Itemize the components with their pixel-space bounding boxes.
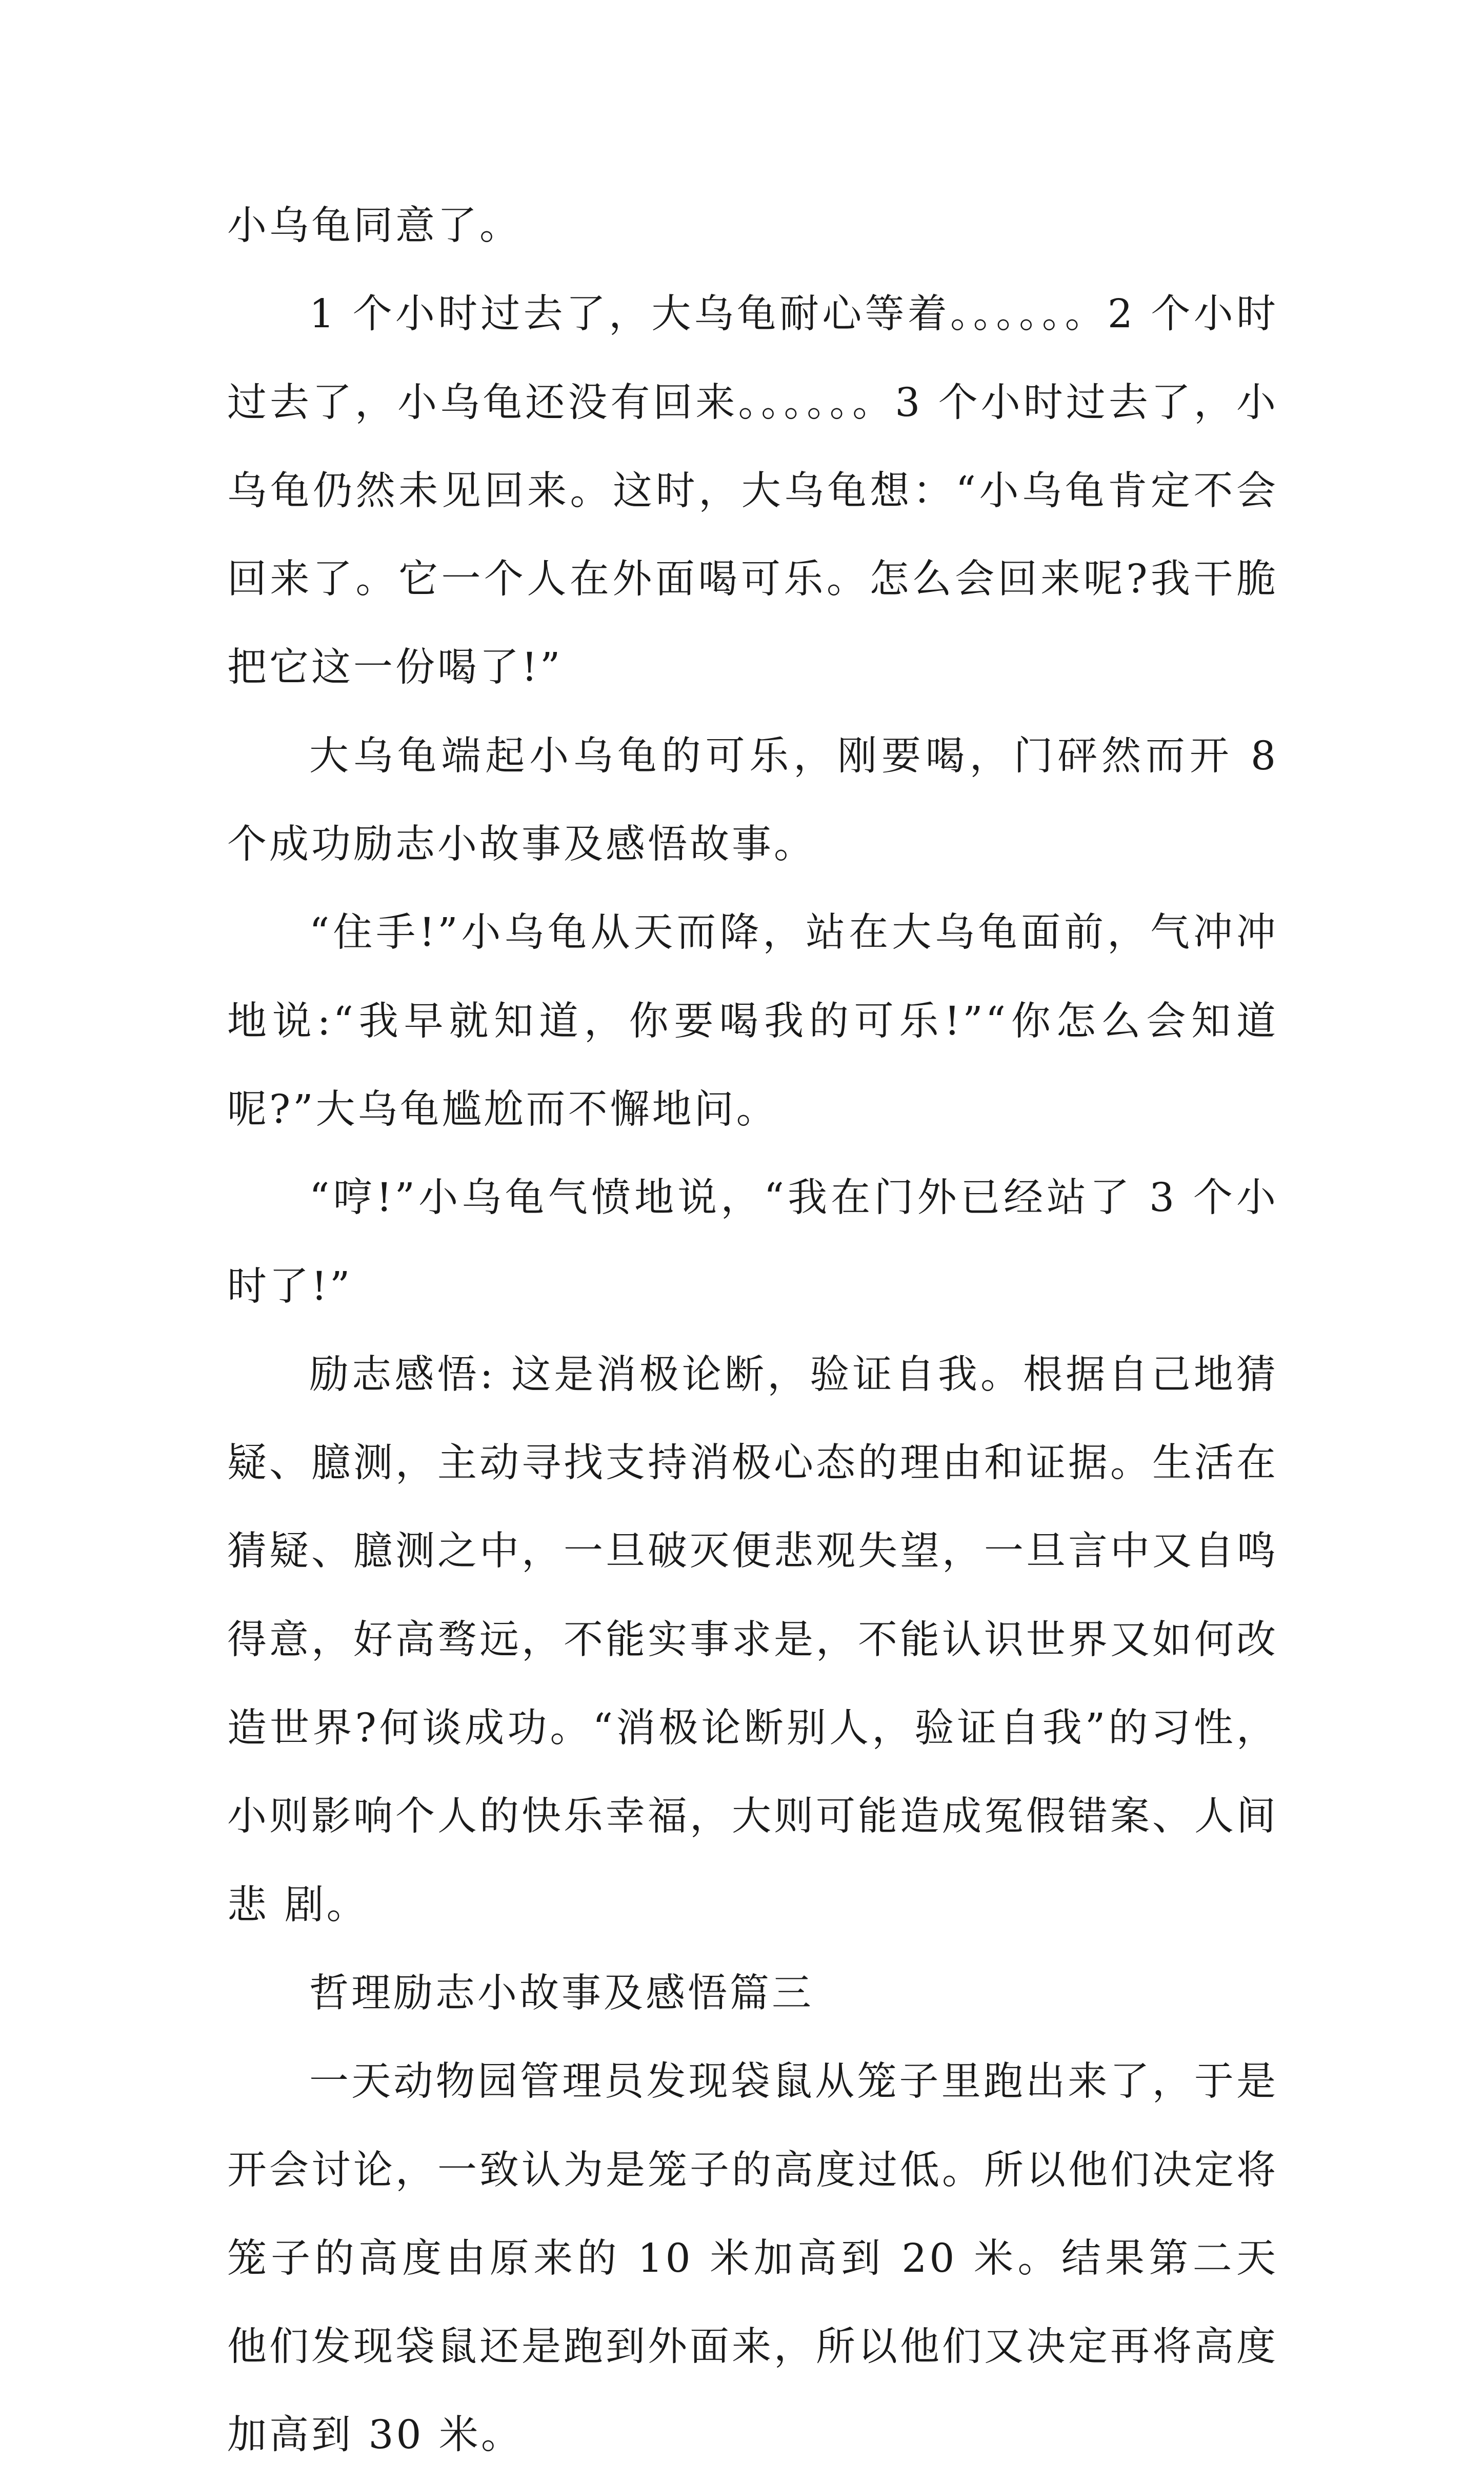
paragraph-3: 大乌龟端起小乌龟的可乐，刚要喝，门砰然而开 8 个成功励志小故事及感悟故事。 bbox=[227, 733, 1278, 868]
paragraph-4: “住手!”小乌龟从天而降，站在大乌龟面前，气冲冲地说:“我早就知道，你要喝我的可乐!”“你怎么会知道呢?”大乌龟尴尬而不懈地问。 bbox=[227, 910, 1278, 1133]
paragraph-2: 1 个小时过去了，大乌龟耐心等着。。。。。。2 个小时过去了，小乌龟还没有回来。。。。。。3 个小时过去了，小乌龟仍然未见回来。这时，大乌龟想：“小乌龟肯定不会回来了。它一个人在外面喝可乐。怎么会回来呢?我干脆把它这一份喝了!” bbox=[227, 291, 1278, 691]
paragraph-6: 励志感悟: 这是消极论断，验证自我。根据自己地猜疑、臆测，主动寻找支持消极心态的理由和证据。生活在猜疑、臆测之中，一旦破灭便悲观失望，一旦言中又自鸣得意，好高骛远，不能实事求是，不能认识世界又如何改造世界?何谈成功。“消极论断别人，验证自我”的习性，小则影响个人的快乐幸福，大则可能造成冤假错案、人间悲 剧。 bbox=[227, 1352, 1278, 1928]
paragraph-1: 小乌龟同意了。 bbox=[227, 203, 522, 249]
paragraph-5: “哼!”小乌龟气愤地说，“我在门外已经站了 3 个小时了!” bbox=[227, 1175, 1278, 1310]
section-title: 哲理励志小故事及感悟篇三 bbox=[309, 1970, 814, 2016]
document-body bbox=[227, 182, 1278, 2480]
paragraph-8: 一天动物园管理员发现袋鼠从笼子里跑出来了，于是开会讨论，一致认为是笼子的高度过低。所以他们决定将笼子的高度由原来的 10 米加高到 20 米。结果第二天他们发现袋鼠还是跑到外面来，所以他们又决定再将高度加高到 30 米。 bbox=[227, 2059, 1278, 2458]
